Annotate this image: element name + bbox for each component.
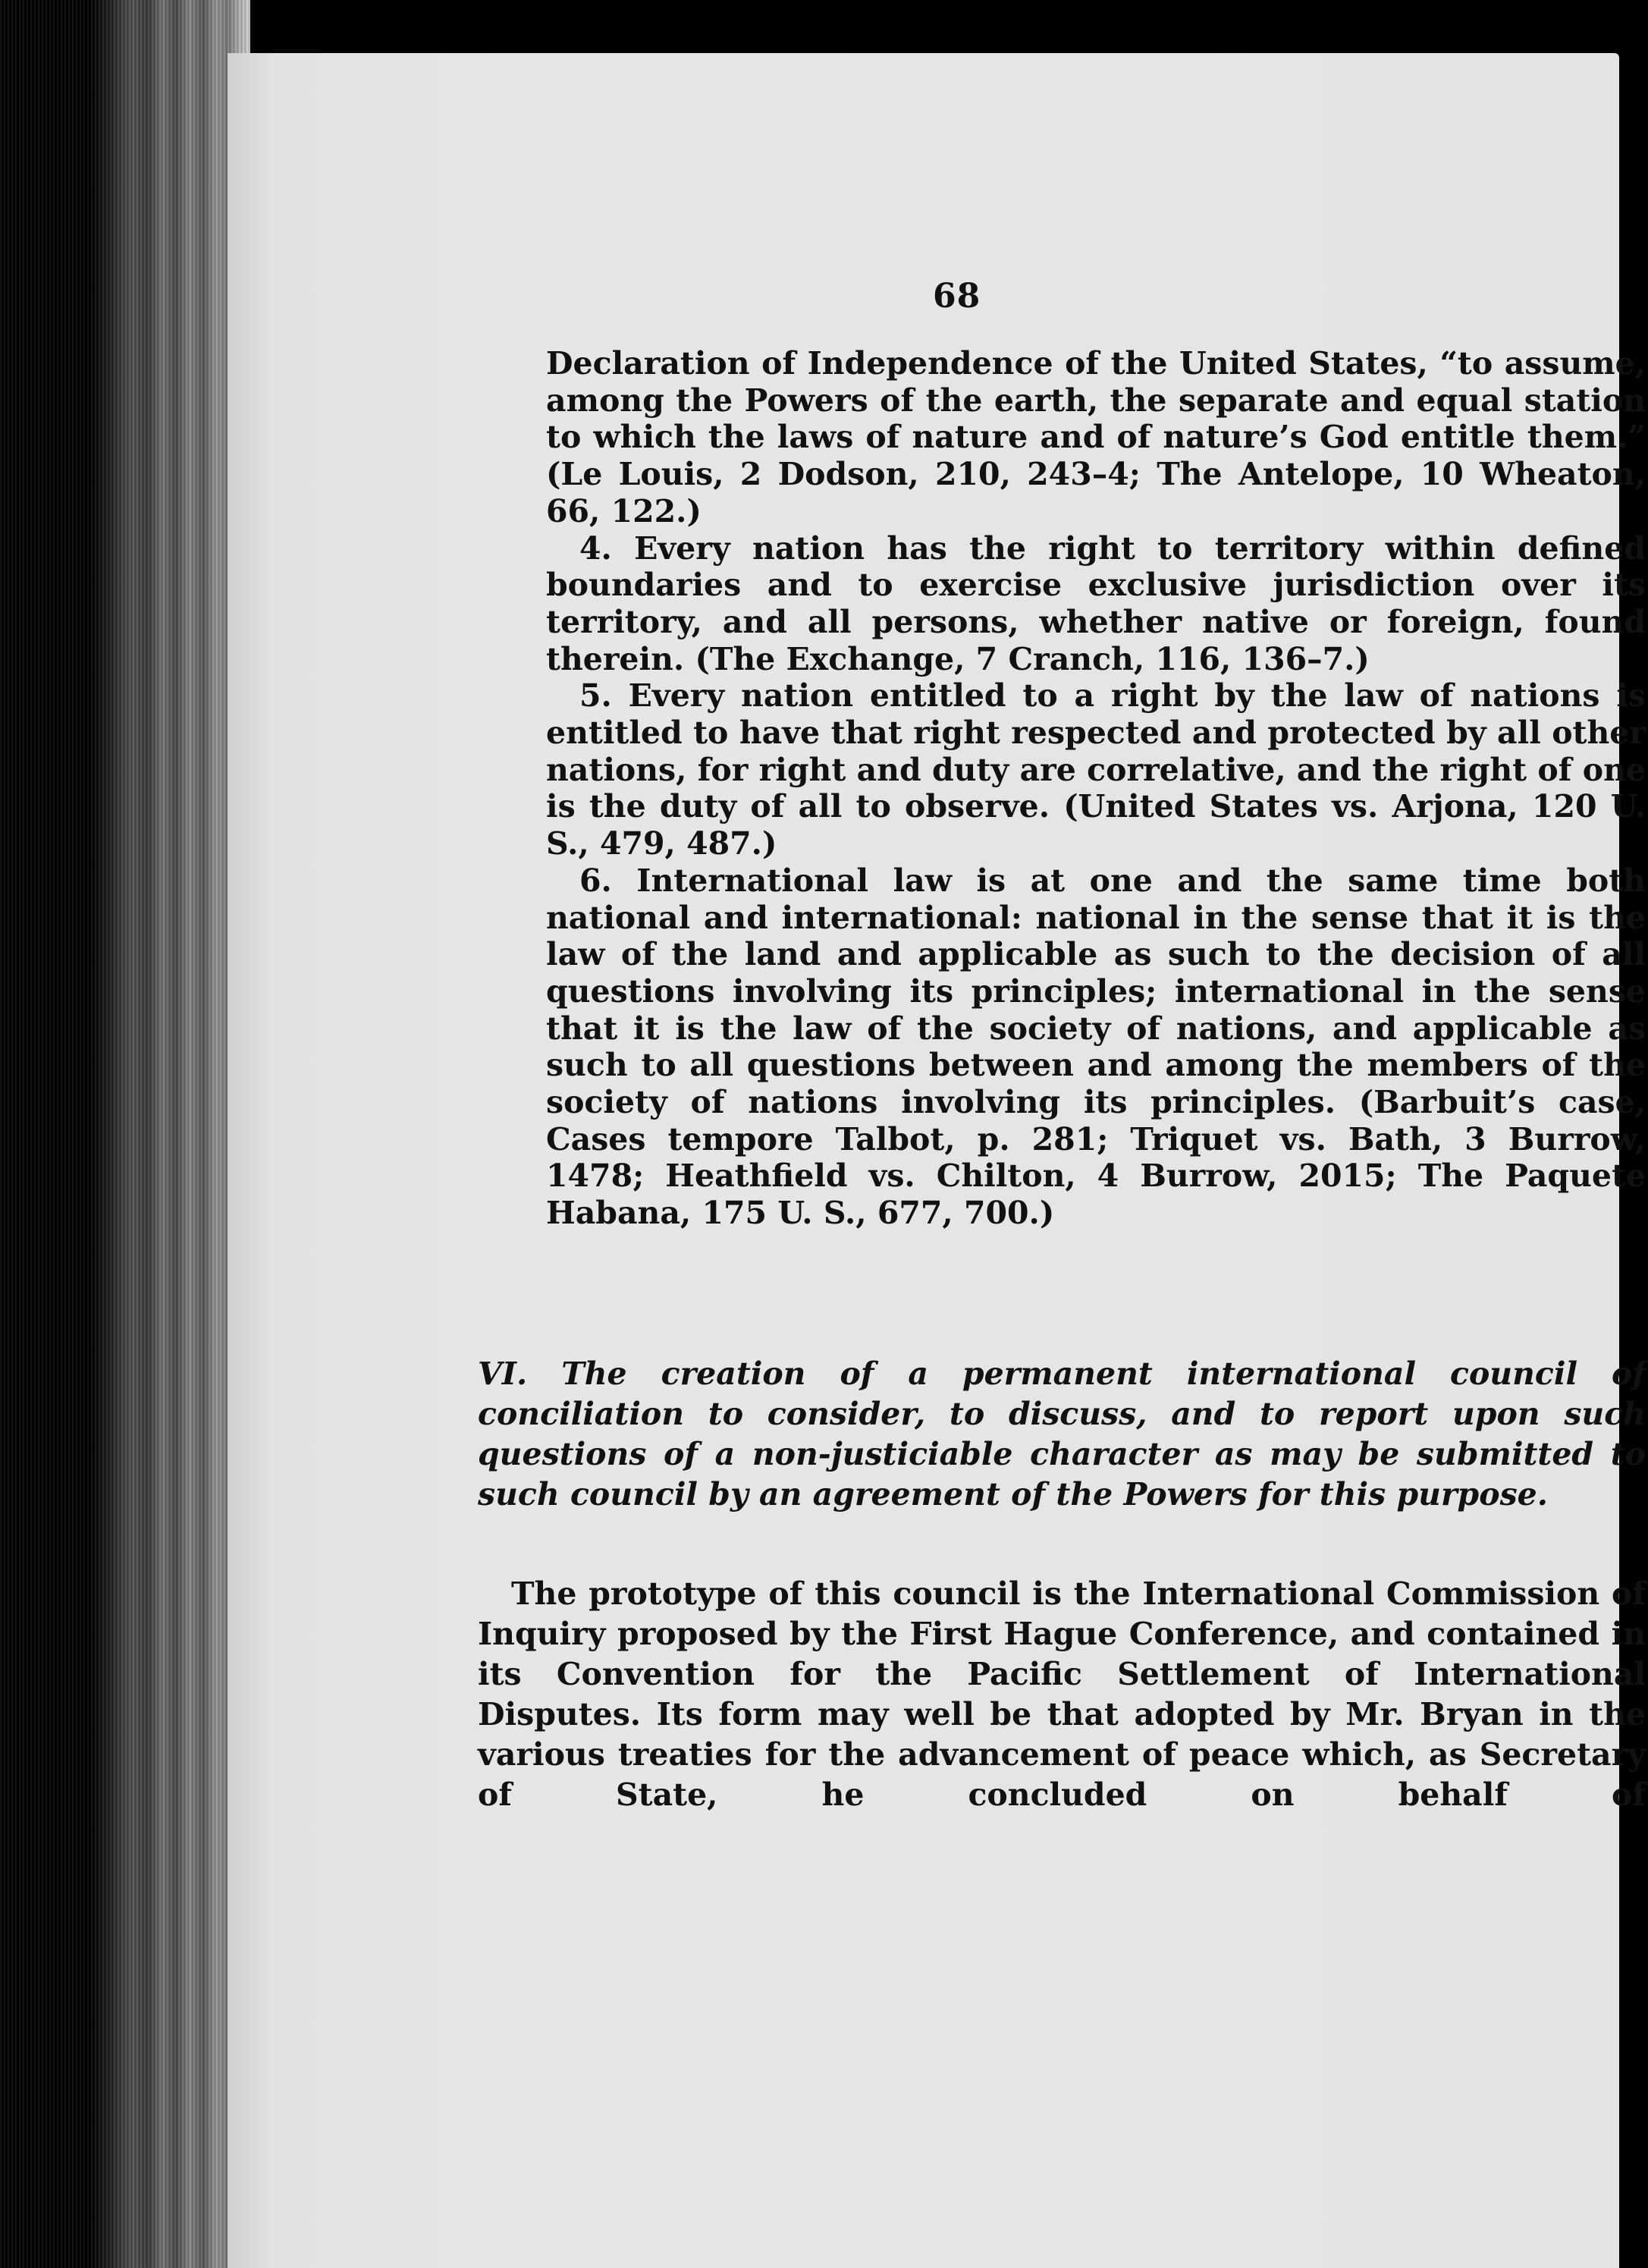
paragraph-declaration: Declaration of Independence of the United States, “to assume, among the Powers of the earth, the separate and equal station to which the laws of nature and of nature’s God entitle them.” (Le Louis, 2 Dodson, 210, 243–4; The Antelope, 10 Wheaton, 66, 122.): [546, 345, 1646, 529]
paragraph-prototype: The prototype of this council is the International Commission of Inquiry proposed by the First Hague Conference, and contained in its Convention for the Pacific Settlement of International Disputes. Its form may well be that adopted by Mr. Bryan in the various treaties for the advancement of peace which, as Secretary of State, he concluded on behalf of: [478, 1575, 1646, 1813]
paragraph-6: 6. International law is at one and the same time both national and international: national in the sense that it is the law of the land and applicable as such to the decision of all questions involving its principles; international in the sense that it is the law of the society of nations, and applicable as such to all questions between and among the members of the society of nations involving its principles. (Barbuit’s case, Cases tempore Talbot, p. 281; Triquet vs. Bath, 3 Burrow, 1478; Heathfield vs. Chilton, 4 Burrow, 2015; The Paquete Habana, 175 U. S., 677, 700.): [546, 862, 1646, 1232]
closing-section: [478, 1574, 1646, 1815]
book-gutter: [0, 0, 250, 2268]
paragraph-5: 5. Every nation entitled to a right by the law of nations is entitled to have that right respected and protected by all other nations, for right and duty are correlative, and the right of one is the duty of all to observe. (United States vs. Arjona, 120 U. S., 479, 487.): [546, 677, 1646, 862]
page-text-layer: [228, 53, 1646, 2268]
page-number: 68: [933, 277, 981, 316]
section-vi: [478, 1354, 1646, 1515]
page-sheet: [228, 53, 1646, 2268]
section-vi-heading: VI. The creation of a permanent international council of conciliation to consider, to discuss, and to report upon such questions of a non-justiciable character as may be submitted to such council by an agreement of the Powers for this purpose.: [478, 1355, 1646, 1513]
paragraph-4: 4. Every nation has the right to territory within defined boundaries and to exercise exclusive jurisdiction over its territory, and all persons, whether native or foreign, found therein. (The Exchange, 7 Cranch, 116, 136–7.): [546, 529, 1646, 677]
numbered-paragraphs: [546, 345, 1646, 1232]
